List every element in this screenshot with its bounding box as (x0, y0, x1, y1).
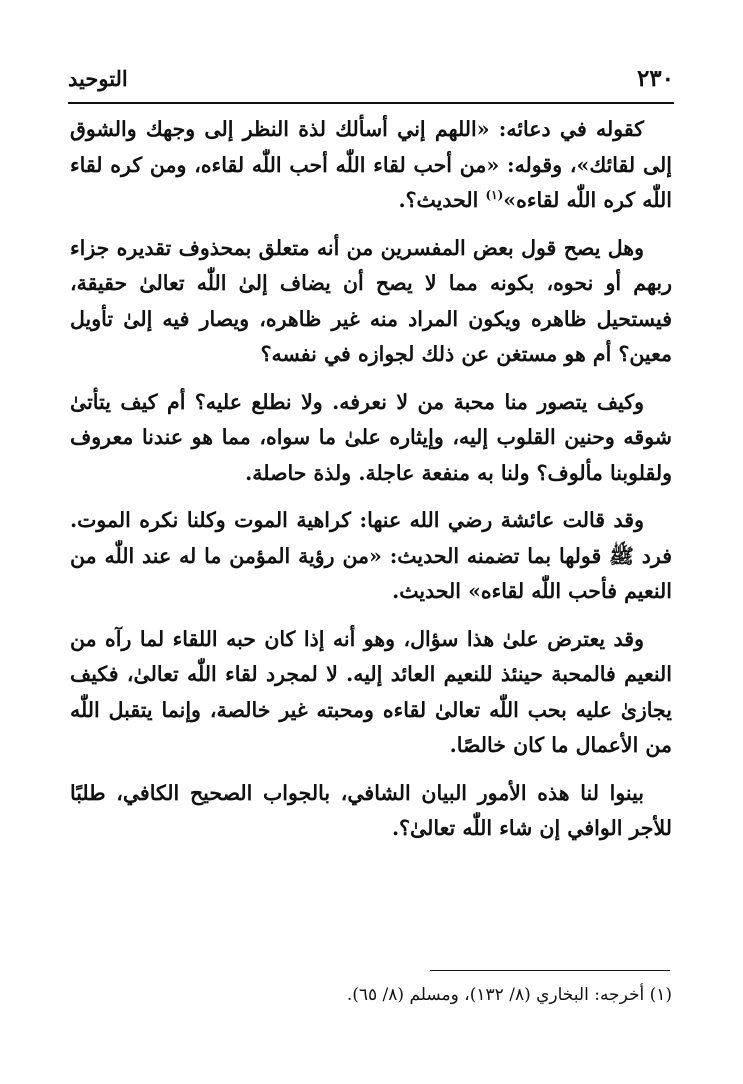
paragraph-1 (70, 112, 672, 219)
paragraph-2: وهل يصح قول بعض المفسرين من أنه متعلق بمحذوف تقديره جزاء ربهم أو نحوه، بكونه مما لا يصح أن يضاف إلىٰ اللّٰه تعالىٰ حقيقة، فيستحيل ظاهره ويكون المراد منه غير ظاهره، ويصار فيه إلىٰ تأويل معين؟ أم هو مستغن عن ذلك لجوازه في نفسه؟ (70, 235, 672, 366)
paragraph-1-text: كقوله في دعائه: «اللهم إني أسألك لذة النظر إلى وجهك والشوق إلى لقائك»، وقوله: «من أحب لقاء اللّٰه أحب اللّٰه لقاءه، ومن كره لقاء اللّٰه كره اللّٰه لقاءه» (70, 117, 672, 212)
footnote-rule (430, 970, 670, 971)
header-rule (68, 102, 674, 104)
page-number: ٢٣٠ (636, 64, 674, 92)
paragraph-6: بينوا لنا هذه الأمور البيان الشافي، بالجواب الصحيح الكافي، طلبًا للأجر الوافي إن شاء اللّٰه تعالىٰ؟. (70, 780, 672, 840)
paragraph-1-tail: الحديث؟. (398, 188, 486, 212)
body-text (70, 112, 672, 859)
paragraph-4: وقد قالت عائشة رضي الله عنها: كراهية الموت وكلنا نكره الموت. فرد ﷺ قولها بما تضمنه الحديث: «من رؤية المؤمن ما له عند اللّٰه من النعيم فأحب اللّٰه لقاءه» الحديث. (70, 508, 672, 603)
paragraph-5: وقد يعترض علىٰ هذا سؤال، وهو أنه إذا كان حبه اللقاء لما رآه من النعيم فالمحبة حينئذ للنعيم العائد إليه. لا لمجرد لقاء اللّٰه تعالىٰ، فكيف يجازىٰ عليه بحب اللّٰه تعالىٰ لقاءه ومحبته غير خالصة، وإنما يتقبل اللّٰه من الأعمال ما كان خالصًا. (70, 626, 672, 757)
footnote-reference: (١) (485, 188, 504, 203)
running-header (68, 58, 674, 98)
chapter-title: التوحيد (68, 65, 128, 91)
paragraph-3: وكيف يتصور منا محبة من لا نعرفه. ولا نطلع عليه؟ أم كيف يتأتىٰ شوقه وحنين القلوب إليه، وإيثاره علىٰ ما سواه، مما هو عندنا معروف ولقلوبنا مألوف؟ ولنا به منفعة عاجلة. ولذة حاصلة. (70, 389, 672, 485)
footnote: (١) أخرجه: البخاري (٨/ ١٣٢)، ومسلم (٨/ ٦٥). (346, 985, 672, 1005)
